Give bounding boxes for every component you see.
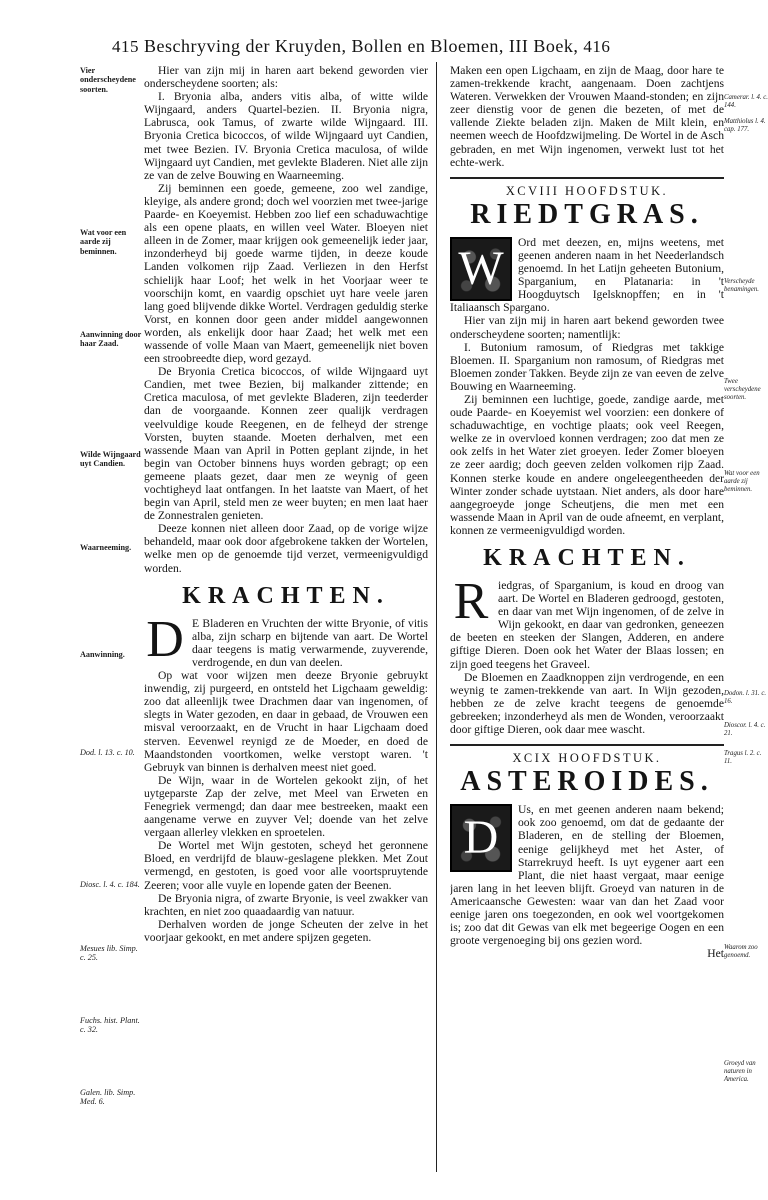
running-title: Beschryving der Kruyden, Bollen en Bloemen, III Boek, [144, 36, 579, 56]
ornamental-drop-cap: D [450, 804, 512, 872]
paragraph: I. Bryonia alba, anders vitis alba, of witte wilde Wijngaard, anders Quartel-bezien. II. Bryonia nigra, Labrusca, ook Tamus, of zwarte wilde Wijngaard. III. Bryonia Cretica bicoccos, of wilde Wijngaard uyt Candien, met twee Bezien. IV. Bryonia Cretica maculosa, of wilde Wijngaard uyt Candien, met gevlekte Bladeren. Niet alle zijn ze van de zelve Bouwing en Waarneeming. [144, 90, 428, 182]
drop-cap-letter: D [146, 616, 184, 668]
right-page-number: 416 [583, 37, 611, 56]
margin-note: Aanwinning door haar Zaad. [80, 330, 142, 349]
margin-note: Wat voor een aarde zij beminnen. [724, 470, 760, 493]
margin-note: Fuchs. hist. Plant. c. 32. [80, 1016, 140, 1035]
krachten-block [450, 579, 724, 671]
chapter-number: XCVIII HOOFDSTUK. [505, 183, 669, 198]
left-page-number: 415 [112, 37, 139, 56]
margin-note: Mesues lib. Simp. c. 25. [80, 944, 138, 963]
paragraph: Deeze konnen niet alleen door Zaad, op de vorige wijze behandeld, maar ook door afgebrokene takken der Wortelen, welke men op de genoemde tijd verzet, vermeenigvuldigd worden. [144, 522, 428, 575]
margin-note: Camerar. l. 4. c. 144. [724, 94, 768, 109]
chapter-intro-block [450, 236, 724, 315]
left-column [144, 64, 428, 944]
chapter-title: ASTEROIDES. [460, 766, 714, 798]
margin-note: Tragus l. 2. c. 11. [724, 750, 762, 765]
margin-note: Dodon. l. 31. c. 16. [724, 690, 767, 705]
column-divider [436, 62, 437, 1172]
catchword: Het [707, 947, 724, 961]
margin-note: Dod. l. 13. c. 10. [80, 748, 135, 757]
right-column [450, 64, 724, 960]
chapter-divider [450, 177, 724, 179]
paragraph: Op wat voor wijzen men deeze Bryonie gebruykt inwendig, zij purgeerd, en ontsteld het Ligchaam geweldig: zoo dat alleenlijk twee Drachmen daar van ingenomen, of slegts in Water gezoden, en daar in gebaad, de Vrouwen een misval veroorzaakt, en de Vrucht in haar Ligchaam doed sterven. Eevenwel reynigd ze de Moeder, en doed de Maandstonden voortkomen, welke verstopt waren. 't Gebruyk van binnen is derhalven meest niet goed. [144, 669, 428, 774]
margin-note: Galen. lib. Simp. Med. 6. [80, 1088, 136, 1107]
krachten-block [144, 617, 428, 669]
margin-note: Wat voor een aarde zij beminnen. [80, 228, 127, 256]
section-title-krachten: KRACHTEN. [483, 545, 691, 571]
paragraph: De Wortel met Wijn gestoten, scheyd het geronnene Bloed, en verdrijfd de blauw-geslagene plekken. Met Zout vermengd, en gestoten, is goed voor alle voortspruytende Zeeren; voor alle vuyle en lopende gaten der Beenen. [144, 839, 428, 892]
paragraph: Ord met deezen, en, mijns weetens, met geenen anderen naam in het Neederlandsch genoemd. In het Latijn geheeten Butonium, Sparganium, en Platanaria: in 't Hoogduytsch Igelsknopffen; en in 't Italiaansch Spargano. [450, 235, 724, 315]
margin-note: Waarneeming. [80, 543, 132, 552]
chapter-intro-block [450, 803, 724, 947]
margin-note: Wilde Wijngaard uyt Candien. [80, 450, 141, 469]
paragraph: Hier van zijn mij in haren aart bekend geworden twee onderscheydene soorten; namentlijk: [450, 314, 724, 341]
paragraph: De Bryonia nigra, of zwarte Bryonie, is veel zwakker van krachten, en niet zoo quaadaardig van natuur. [144, 891, 428, 918]
paragraph: De Wijn, waar in de Wortelen gekookt zijn, of het uytgeparste Zap der zelve, met Meel van Erweten en Fenegriek vermengd; dan daar mee bestreeken, maakt een aangename verwe en zuyver Vel; doende van het zelve vergaan allerley vlekken en sproetelen. [144, 773, 428, 840]
margin-note: Aanwinning. [80, 650, 125, 659]
paragraph: Us, en met geenen anderen naam bekend; ook zoo genoemd, om dat de gedaante der Bladeren, en de stelling der Bloemen, eenige gelijkheyd met het Aster, of Starrekruyd heeft. Is uyt eygener aart een Plant, die niet haast vergaat, maar eenige jaren lang in het leeven blijft. Groeyd van naturen in de Americaansche Gewesten: waar van dan het Zaad voor eenige jaren ons toegezonden, en ook wel voortgekomen is; zoo dat dit Gewas van elk met begeerige Oogen en een groote vergenoeging bij ons gezien word. [450, 803, 724, 948]
drop-cap-letter: R [453, 579, 489, 630]
ornamental-drop-cap: W [450, 237, 512, 301]
paragraph: Maken een open Ligchaam, en zijn de Maag, door hare te zamen-trekkende kracht, aangenaam. Doen zachtjens Wateren. Verwekken der Vrouwen Maand-stonden; en zijn zeer dienstig voor de genen die bezeten, of met de vallende Ziekte beladen zijn. Maken de Milt klein, en neemen weech de Hoofdzwijmeling. De Wortel in de Asch gebraden, en met Wijn ingenomen, verwekt lust tot het echte-werk. [450, 64, 724, 169]
chapter-title: RIEDTGRAS. [470, 198, 704, 230]
paragraph: De Bryonia Cretica bicoccos, of wilde Wijngaard uyt Candien, met twee Bezien, bij malkander zittende; en Cretica maculosa, of met gevlekte Bladeren, zijn teederder dan de voorgaande. Konnen zeer qualijk verdragen veelvuldige koude Reegenen, en de felheyd der strenge Vorsten, buyten staande. Moeten derhalven, met een wassende Maan van April in Potten geplant zijnde, in het begin van October binnens huys worden gebragt; op een gemeene plaats gezet, daar men ze weynig of geen vochtigheyd laat ontfangen. In het laatste van Maert, of het begin van April, steld men ze weer buyten; en men laat haer de Zonnestralen genieten. [144, 365, 428, 523]
running-header [112, 36, 732, 57]
chapter-number: XCIX HOOFDSTUK. [512, 751, 662, 766]
margin-note: Twee verscheydene soorten. [724, 378, 761, 401]
paragraph: Hier van zijn mij in haren aart bekend geworden vier onderscheydene soorten; als: [144, 64, 428, 91]
paragraph: Zij beminnen een goede, gemeene, zoo wel zandige, kleyige, als andere grond; doch wel voorzien met twee-jarige Paarde- en Koeyemist. Hebben zoo lief een schaduwachtige als een opene plaats, en willen veel Water. Bloeyen niet alleen in de Zomer, maar krijgen ook gemeenelijk ieder jaar, inzonderheyd bij goede warme tijden, in deeze koude Landen volkomen rijp Zaad. Verliezen in den Herfst schielijk haar Loof; het welk in het Voorjaar weer te voorschijn komt, en vaardig opschiet uyt hare veele jaren lang goed blijvende dikke Wortel. Verdragen geduldig sterke Vorst, en konnen door geen ander middel aangewonnen worden, als enkelijk door haar Zaad; het welk met een wassende of volle Maan van Maert, gemeenelijk niet boven een stroobreedte diep, word gezayd. [144, 181, 428, 366]
margin-note: Verscheyde benamingen. [724, 278, 759, 293]
margin-note: Dioscor. l. 4. c. 21. [724, 722, 766, 737]
margin-note: Groeyd van naturen in America. [724, 1060, 756, 1083]
paragraph: Zij beminnen een luchtige, goede, zandige aarde, met oude Paarde- en Koeyemist wel voorzien: een donkere of schaduwachtige, en vochtige plaats; ook veel Reegen, welke ze in overvloed konnen verdragen; zoo dat men ze ook zelfs in het Water ziet groeyen. Ieder Zomer bloeyen ze zeer aardig; doch geeven zelden volkomen rijp Zaad. Konnen sterke koude en andere ongeleegentheeden der Winter zonder schade uytstaan. Niet anders, als door hare aangegroeyde jonge Scheutjens, die men met een wassende Maan in April van de oude afneemt, en verplant, konnen ze vermeenigvuldigd worden. [450, 392, 724, 537]
margin-note: Matthiolus l. 4. cap. 177. [724, 118, 766, 133]
chapter-divider [450, 744, 724, 746]
margin-note: Waarom zoo genoemd. [724, 944, 758, 959]
paragraph: I. Butonium ramosum, of Riedgras met takkige Bloemen. II. Sparganium non ramosum, of Riedgras met Bloemen zonder Takken. Beyde zijn ze van eeven de zelve Bouwing en Waarneeming. [450, 340, 724, 393]
paragraph: E Bladeren en Vruchten der witte Bryonie, of vitis alba, zijn scharp en bijtende van aart. De Wortel daar teegens is matig verwarmende, zuyverende, verdrogende, en dun van deelen. [192, 616, 428, 669]
paragraph: Derhalven worden de jonge Scheuten der zelve in het voorjaar gekookt, en met andere spijzen gegeten. [144, 917, 428, 944]
paragraph: iedgras, of Sparganium, is koud en droog van aart. De Wortel en Bladeren gedroogd, gestoten, en daar van met Wijn ingenomen, of de zelve in Wijn gekookt, en daar van gedronken, geneezen de beeten en steeken der Slangen, Adderen, en andere giftige Dieren. Doen ook het Water der Blaas lossen; en zijn goed teegens het Gravеel. [450, 579, 724, 671]
margin-note: Diosc. l. 4. c. 184. [80, 880, 140, 889]
section-title-krachten: KRACHTEN. [182, 582, 390, 609]
paragraph: De Bloemen en Zaadknoppen zijn verdrogende, en een weynig te zamen-trekkende van aart. In Wijn gezoden, hebben ze de zelve kracht teegens de genoemde gebreeken; inzonderheyd als men de Wonden, veroorzaakt door giftige Dieren, ook daar mee wascht. [450, 670, 724, 737]
margin-note: Vier onderscheydene soorten. [80, 66, 136, 94]
